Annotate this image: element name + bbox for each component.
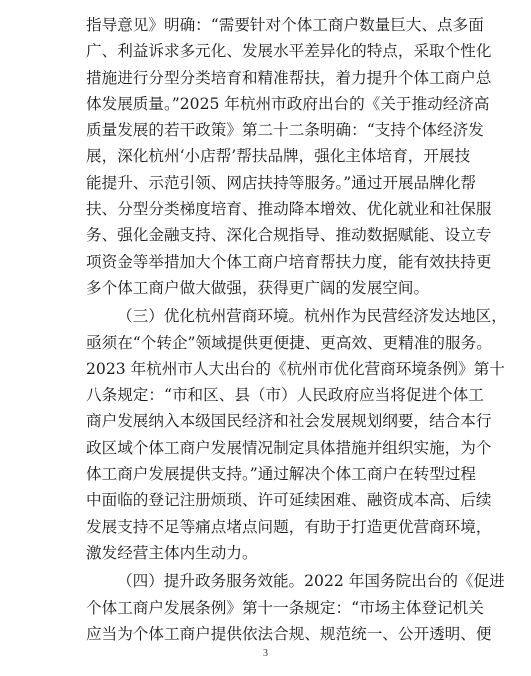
body-text [86,12,507,647]
text-line: 激发经营主体内生动力。 [86,543,258,562]
text-line: 发展支持不足等痛点堵点问题，有助于打造更优营商环境， [86,517,492,536]
text-line: 扶、分型分类梯度培育、推动降本增效、优化就业和社保服 [86,200,492,219]
paragraph-p2 [86,303,507,566]
text-line: 应当为个体工商户提供依法合规、规范统一、公开透明、便 [86,624,492,643]
text-line: 体工商户发展提供支持。”通过解决个体工商户在转型过程 [86,465,477,484]
text-line: 广、利益诉求多元化、发展水平差异化的特点，采取个性化 [86,42,492,61]
text-line: 能提升、示范引领、网店扶持等服务。”通过开展品牌化帮 [86,173,477,192]
text-line: 亟须在“个转企”领域提供更便捷、更高效、更精准的服务。 [86,333,492,352]
text-line: 质量发展的若干政策》第二十二条明确：“支持个体经济发 [86,121,484,140]
text-line: （三）优化杭州营商环境。杭州作为民营经济发达地区， [117,307,507,326]
text-line: 务、强化金融支持、深化合规指导、推动数据赋能、设立专 [86,226,492,245]
page-number: 3 [263,648,268,659]
text-line: 展，深化杭州‘小店帮’帮扶品牌，强化主体培育，开展技 [86,147,471,166]
text-line: 项资金等举措加大个体工商户培育帮扶力度，能有效扶持更 [86,252,492,271]
paragraph-p3 [86,568,505,647]
text-line: 措施进行分型分类培育和精准帮扶，着力提升个体工商户总 [86,68,492,87]
text-line: 八条规定：“市和区、县（市）人民政府应当将促进个体工 [86,386,484,405]
text-line: 体发展质量。”2025 年杭州市政府出台的《关于推动经济高 [86,94,490,113]
text-line: 多个体工商户做大做强，获得更广阔的发展空间。 [86,278,430,297]
text-line: 商户发展纳入本级国民经济和社会发展规划纲要，结合本行 [86,412,492,431]
text-line: 政区域个体工商户发展情况制定具体措施并组织实施，为个 [86,438,492,457]
text-line: 个体工商户发展条例》第十一条规定：“市场主体登记机关 [86,598,484,617]
text-line: 中面临的登记注册烦琐、许可延续困难、融资成本高、后续 [86,491,492,510]
text-line: 指导意见》明确：“需要针对个体工商户数量巨大、点多面 [86,16,484,34]
text-line: 2023 年杭州市人大出台的《杭州市优化营商环境条例》第十 [86,359,505,378]
paragraph-p1 [86,12,492,301]
text-line: （四）提升政务服务效能。2022 年国务院出台的《促进 [117,572,505,591]
